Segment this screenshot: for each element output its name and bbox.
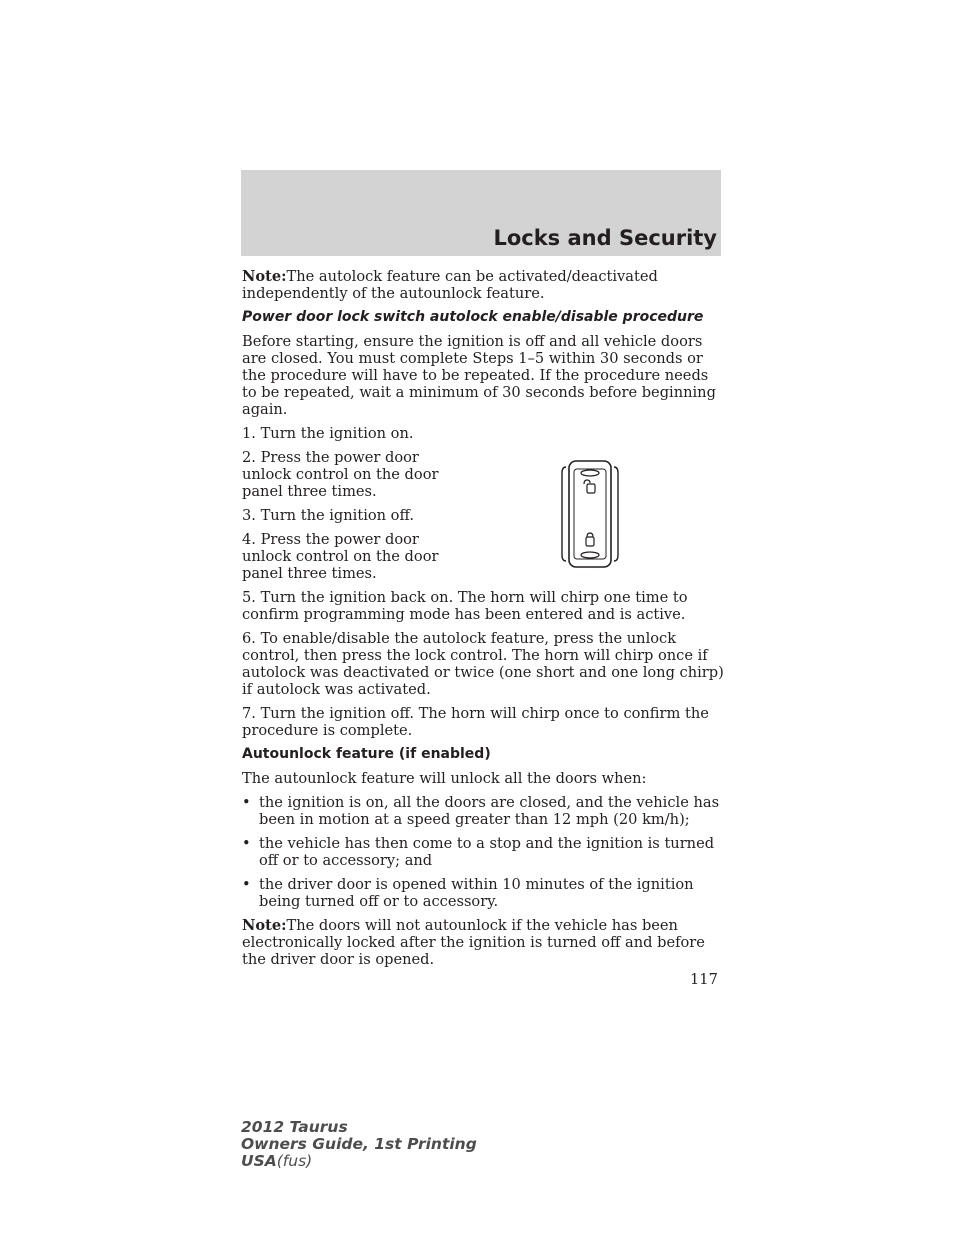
footer-printing-info [241,1119,477,1170]
autounlock-heading: Autounlock feature (if enabled) [242,746,491,762]
autounlock-intro: The autounlock feature will unlock all the doors when: [242,770,647,787]
steps-with-figure [242,425,724,582]
bullet-text: the vehicle has then come to a stop and the ignition is turned off or to accessory; and [259,835,715,869]
bullet-dot: • [242,835,251,852]
footer-region-sub: (fus) [276,1152,313,1170]
note-autounlock [242,917,724,968]
page-content [242,268,724,975]
section-title: Locks and Security [493,226,717,250]
door-lock-switch-icon [560,459,620,569]
footer-region [241,1153,477,1170]
step-4: 4. Press the power door unlock control on the door panel three times. [242,531,439,582]
note-text: The autolock feature can be activated/deactivated independently of the autounlock feature. [242,268,658,302]
bullet-dot: • [242,876,251,893]
procedure-heading: Power door lock switch autolock enable/disable procedure [242,309,704,325]
bullet-text: the driver door is opened within 10 minutes of the ignition being turned off or to accessory. [259,876,694,910]
step-2: 2. Press the power door unlock control on the door panel three times. [242,449,439,500]
bullet-text: the ignition is on, all the doors are closed, and the vehicle has been in motion at a speed greater than 12 mph (20 km/h); [259,794,720,828]
note-autolock [242,268,724,302]
bullet-dot: • [242,794,251,811]
footer-model: 2012 Taurus [241,1118,348,1136]
procedure-intro: Before starting, ensure the ignition is off and all vehicle doors are closed. You must complete Steps 1–5 within 30 seconds or the procedure will have to be repeated. If the procedure needs to be repeated, wait a minimum of 30 seconds before beginning again. [242,333,716,418]
note-label: Note: [242,917,287,934]
step-1: 1. Turn the ignition on. [242,425,414,442]
bullet-item [242,794,724,828]
footer-guide: Owners Guide, 1st Printing [241,1135,477,1153]
bullet-item [242,876,724,910]
step-7: 7. Turn the ignition off. The horn will chirp once to confirm the procedure is complete. [242,705,709,739]
note-text: The doors will not autounlock if the vehicle has been electronically locked after the ignition is turned off and before the driver door is opened. [242,917,705,968]
bullet-item [242,835,724,869]
footer-region-main: USA [241,1152,277,1170]
step-6: 6. To enable/disable the autolock feature, press the unlock control, then press the lock control. The horn will chirp once if autolock was deactivated or twice (one short and one long chirp) if autolock was activated. [242,630,724,698]
step-3: 3. Turn the ignition off. [242,507,414,524]
step-5: 5. Turn the ignition back on. The horn will chirp one time to confirm programming mode has been entered and is active. [242,589,688,623]
note-label: Note: [242,268,287,285]
page-number: 117 [690,971,718,988]
